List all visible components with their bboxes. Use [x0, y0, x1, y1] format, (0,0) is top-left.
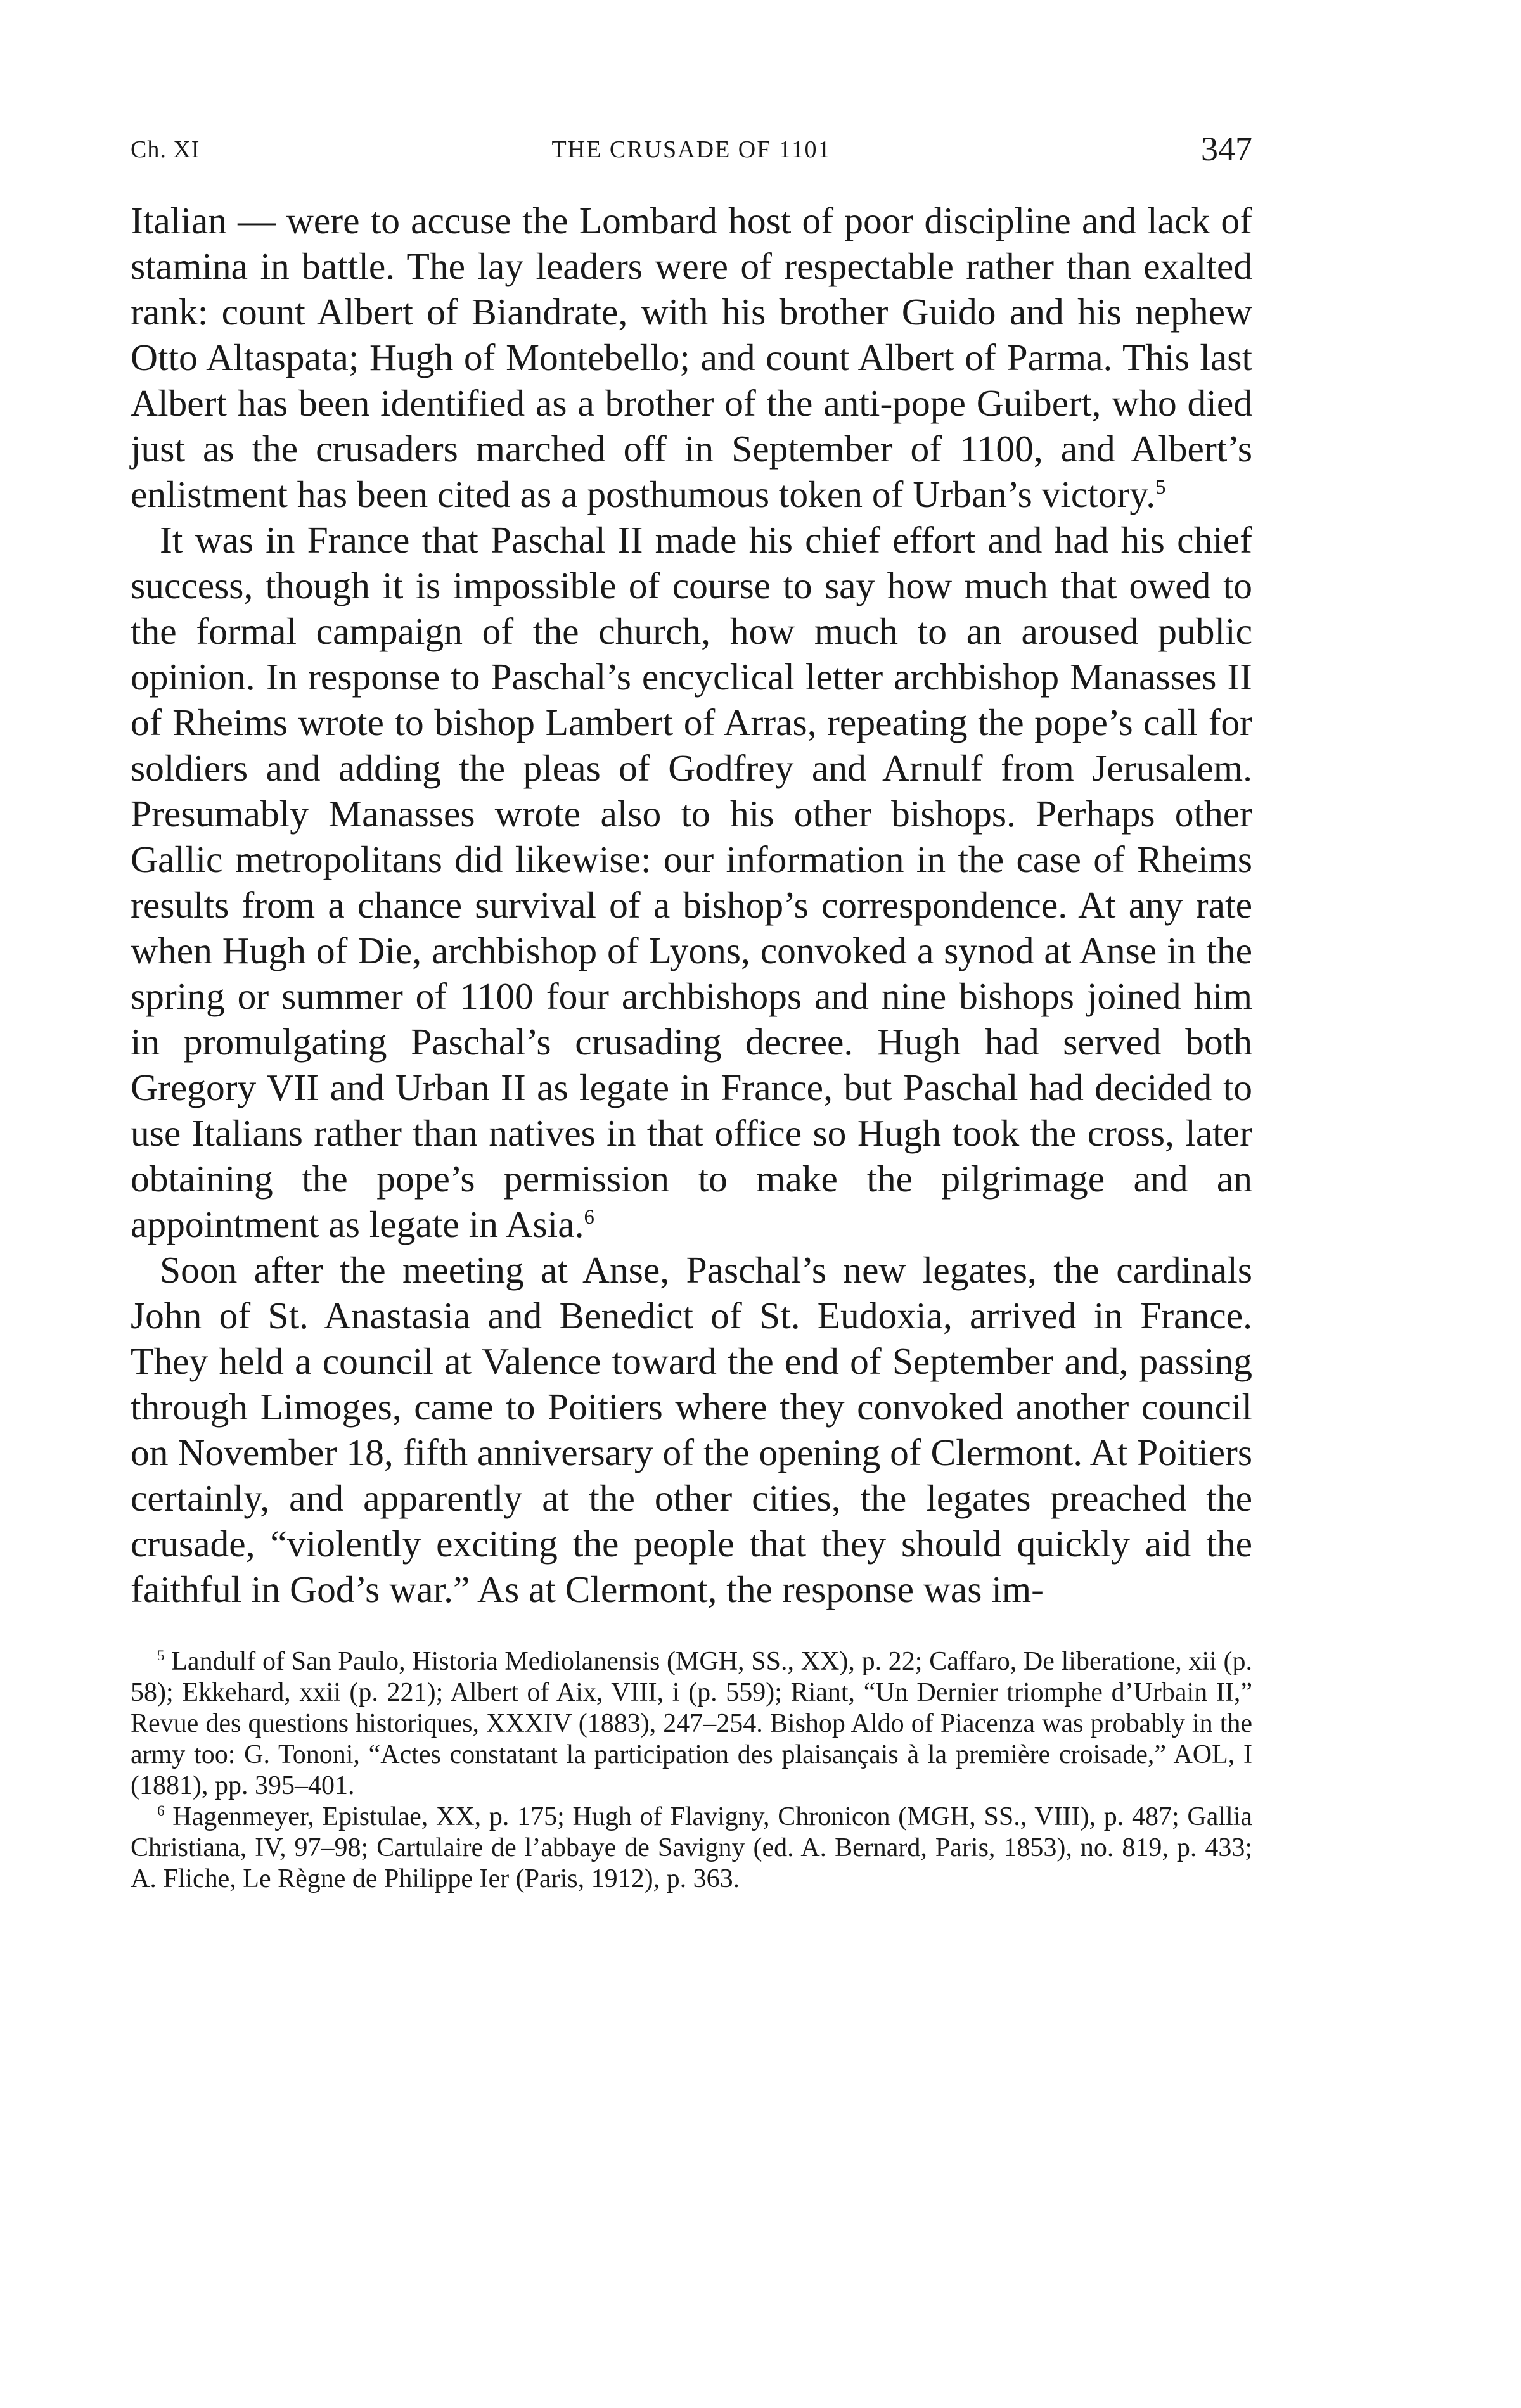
footnote — [131, 1646, 1252, 1802]
footnote-ref: 5 — [1155, 476, 1166, 499]
chapter-label: Ch. XI — [131, 136, 200, 163]
paragraph: Soon after the meeting at Anse, Paschal’s new legates, the cardinals John of St. Anastasia and Benedict of St. Eudoxia, arrived in France. They held a council at Valence toward the end of September and, passing through Limoges, came to Poitiers where they convoked another council on November 18, fifth anniversary of the opening of Clermont. At Poitiers certainly, and apparently at the other cities, the legates preached the crusade, “violently exciting the people that they should quickly aid the faithful in God’s war.” As at Clermont, the response was im- — [131, 1249, 1252, 1610]
footnote-number: 5 — [157, 1647, 165, 1663]
footnote-ref: 6 — [584, 1206, 594, 1229]
paragraph: Italian — were to accuse the Lombard host of poor discipline and lack of stamina in battle. The lay leaders were of respectable rather than exalted rank: count Albert of Biandrate, with his brother Guido and his nephew Otto Altaspata; Hugh of Montebello; and count Albert of Parma. This last Albert has been identified as a brother of the anti-pope Guibert, who died just as the crusaders marched off in September of 1100, and Albert’s enlistment has been cited as a posthumous token of Urban’s victory.$^5$ — [131, 200, 1252, 515]
footnotes — [131, 1646, 1252, 1895]
footnote-text: Landulf of San Paulo, Historia Mediolanensis (MGH, SS., XX), p. 22; Caffaro, De liberatione, xii (p. 58); Ekkehard, xxii (p. 221); Albert of Aix, VIII, i (p. 559); Riant, “Un Dernier triomphe d’Urbain II,” Revue des questions historiques, XXXIV (1883), 247–254. Bishop Aldo of Piacenza was probably in the army too: G. Tononi, “Actes constatant la participation des plaisançais à la première croisade,” AOL, I (1881), pp. 395–401. — [131, 1647, 1253, 1800]
page-number: 347 — [1201, 130, 1252, 168]
running-head — [131, 129, 1252, 180]
body-text — [131, 198, 1252, 1612]
running-title: THE CRUSADE OF 1101 — [551, 136, 831, 163]
paragraph: It was in France that Paschal II made his chief effort and had his chief success, though it is impossible of course to say how much that owed to the formal campaign of the church, how much to an aroused public opinion. In response to Paschal’s encyclical letter archbishop Manasses II of Rheims wrote to bishop Lambert of Arras, repeating the pope’s call for soldiers and adding the pleas of Godfrey and Arnulf from Jerusalem. Presumably Manasses wrote also to his other bishops. Perhaps other Gallic metropolitans did likewise: our information in the case of Rheims results from a chance survival of a bishop’s correspondence. At any rate when Hugh of Die, archbishop of Lyons, convoked a synod at Anse in the spring or summer of 1100 four archbishops and nine bishops joined him in promulgating Paschal’s crusading decree. Hugh had served both Gregory VII and Urban II as legate in France, but Paschal had decided to use Italians rather than natives in that office so Hugh took the cross, later obtaining the pope’s permission to make the pilgrimage and an appointment as legate in Asia.$^6$ — [131, 519, 1252, 1245]
footnote-text: Hagenmeyer, Epistulae, XX, p. 175; Hugh of Flavigny, Chronicon (MGH, SS., VIII), p. 487; Gallia Christiana, IV, 97–98; Cartulaire de l’abbaye de Savigny (ed. A. Bernard, Paris, 1853), no. 819, p. 433; A. Fliche, Le Règne de Philippe Ier (Paris, 1912), p. 363. — [131, 1802, 1253, 1893]
footnote-number: 6 — [157, 1802, 165, 1819]
book-page — [131, 129, 1252, 1895]
footnote — [131, 1802, 1252, 1895]
